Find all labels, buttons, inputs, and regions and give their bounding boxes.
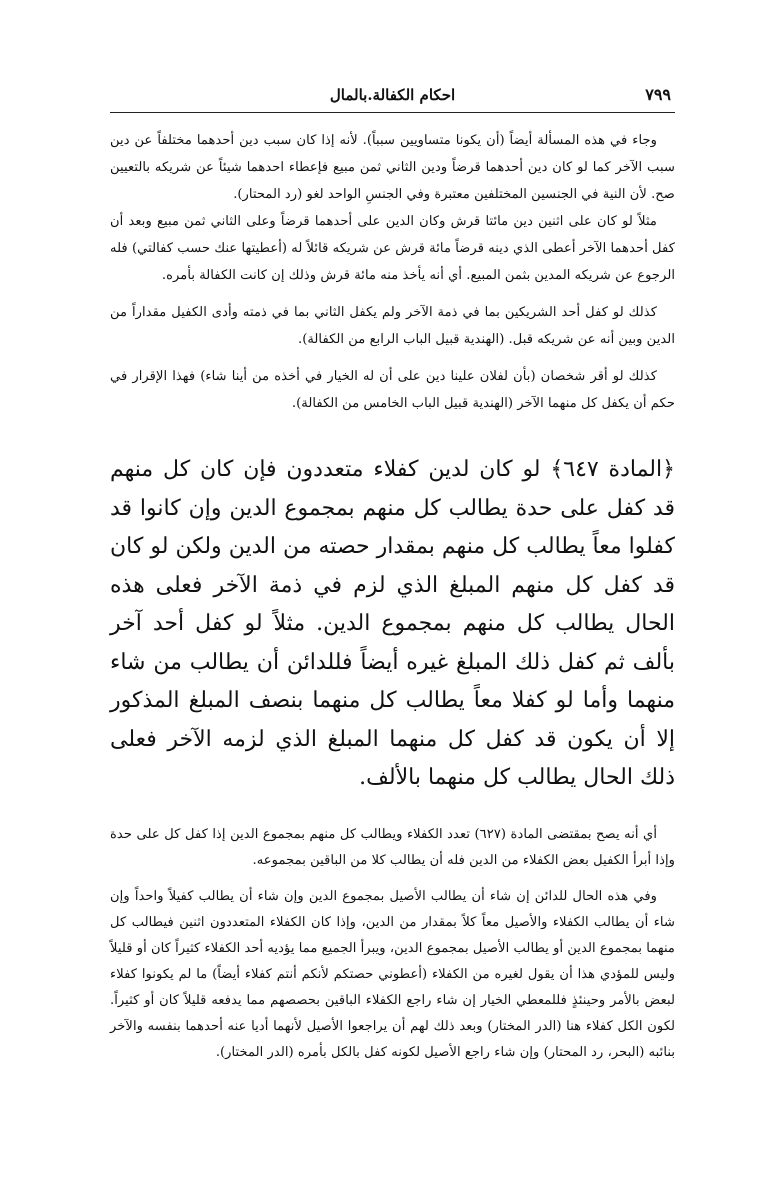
page-number: ٧٩٩ [645, 85, 671, 104]
article-647 [110, 451, 675, 798]
article-text: ﴿المادة ٦٤٧﴾ لو كان لدين كفلاء متعددون فإن كان كل منهم قد كفل على حدة يطالب كل منهم بمجموع الدين وإن كانوا قد كفلوا معاً يطالب كل منهم بمقدار حصته من الدين ولكن لو كان قد كفل كل منهم المبلغ الذي لزم في ذمة الآخر فعلى هذه الحال يطالب كل منهم بمجموع الدين. مثلاً لو كفل أحد آخر بألف ثم كفل ذلك المبلغ غيره أيضاً فللدائن أن يطالب من شاء منهما وأما لو كفلا معاً يطالب كل منهما بنصف المبلغ المذكور إلا أن يكون قد كفل كل منهما المبلغ الذي لزمه الآخر فعلى ذلك الحال يطالب كل منهما بالألف. [110, 457, 675, 790]
commentary-paragraph: مثلاً لو كان على اثنين دين مائتا قرش وكان الدين على أحدهما قرضاً وعلى الثاني ثمن مبيع وبعد أن كفل أحدهما الآخر أعطى الذي دينه قرضاً مائة قرش عن شريكه قائلاً له (أعطيتها عنك حسب كفالتي) فله الرجوع عن شريكه المدين بثمن المبيع. أي أنه يأخذ منه مائة قرش وذلك إن كانت الكفالة بأمره. [110, 214, 675, 283]
commentary-top [110, 127, 675, 417]
commentary-paragraph: وجاء في هذه المسألة أيضاً (أن يكونا متساويين سبباً). لأنه إذا كان سبب دين أحدهما مختلفاً عن دين سبب الآخر كما لو كان دين أحدهما قرضاً ودين الثاني ثمن مبيع فإعطاء احدهما شيئاً عن شريكه بالتعيين صح. لأن النية في الجنسين المختلفين معتبرة وفي الجنسِ الواحد لغو (رد المحتار). [110, 133, 675, 202]
running-title: احكام الكفالة.بالمال [329, 86, 456, 104]
page-header [110, 82, 675, 113]
commentary-paragraph: أي أنه يصح بمقتضى المادة (٦٢٧) تعدد الكفلاء ويطالب كل منهم بمجموع الدين إذا كفل كل على حدة وإذا أبرأ الكفيل بعض الكفلاء من الدين فله أن يطالب كلا من الباقين بمجموعه. [110, 826, 675, 868]
commentary-paragraph: كذلك لو أقر شخصان (بأن لفلان علينا دين على أن له الخيار في أخذه من أينا شاء) فهذا الإقرار في حكم أن يكفل كل منهما الآخر (الهندية قبيل الباب الخامس من الكفالة). [110, 369, 675, 411]
commentary-bottom [110, 822, 675, 1066]
commentary-paragraph: وفي هذه الحال للدائن إن شاء أن يطالب الأصيل بمجموع الدين وإن شاء أن يطالب كفيلاً واحداً وإن شاء أن يطالب الكفلاء والأصيل معاً كلاً بمقدار من الدين، وإذا كان الكفلاء المتعددون اثنين فيطالب كل منهما بمجموع الدين أو يطالب الأصيل بمجموع الدين، ويبرأ الجميع مما يؤديه أحد الكفلاء كثيراً كان أو قليلاً وليس للمؤدي هذا أن يقول لغيره من الكفلاء (أعطوني حصتكم لأنكم أنتم كفلاء أيضاً) ما لم يكونوا كفلاء لبعض بالأمر وحينئذٍ فللمعطي الخيار إن شاء راجع الكفلاء الباقين بحصصهم مما يدفعه قليلاً كان أو كثيراً. لكون الكل كفلاء هنا (الدر المختار) وبعد ذلك لهم أن يراجعوا الأصيل لأنهما أديا عنه أحدهما بنفسه والآخر بنائبه (البحر، رد المحتار) وإن شاء راجع الأصيل لكونه كفل بالكل بأمره (الدر المختار). [110, 888, 675, 1060]
book-page [110, 82, 675, 1066]
commentary-paragraph: كذلك لو كفل أحد الشريكين بما في ذمة الآخر ولم يكفل الثاني بما في ذمته وأدى الكفيل مقداراً من الدين وبين أنه عن شريكه قبل. (الهندية قبيل الباب الرابع من الكفالة). [110, 305, 675, 347]
